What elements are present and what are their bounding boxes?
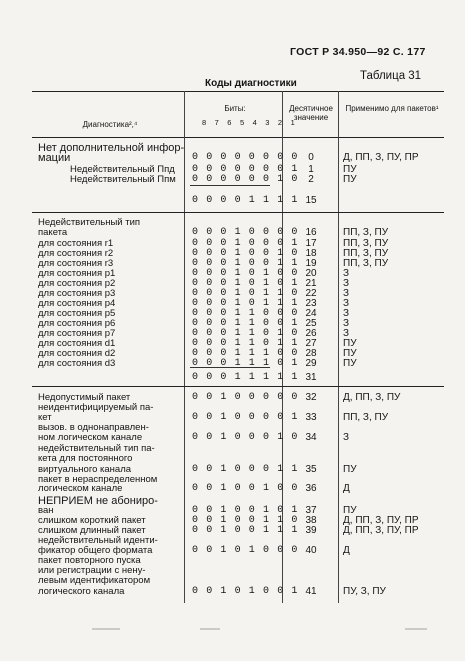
decimal-cell: 18 <box>305 248 317 259</box>
applicability-cell: З <box>343 298 350 309</box>
bits-cell: 0 0 0 1 0 1 0 0 <box>192 268 299 279</box>
print-mark <box>200 628 220 630</box>
diagnostic-cell: кет <box>38 412 52 423</box>
diagnostic-cell: левым идентификатором <box>38 575 151 586</box>
bits-cell: 0 0 1 0 1 0 0 0 <box>192 545 299 556</box>
applicability-cell: З <box>343 288 350 299</box>
table-title: Коды диагностики <box>205 78 297 89</box>
applicability-cell: З <box>343 318 350 329</box>
diagnostic-cell: для состояния p5 <box>38 308 116 319</box>
diagnostic-cell: ном логическом канале <box>38 432 143 443</box>
diagnostic-cell: для состояния p4 <box>38 298 116 309</box>
diagnostic-cell: для состояния d1 <box>38 338 116 349</box>
decimal-cell: 29 <box>305 358 317 369</box>
table-row <box>0 576 465 586</box>
diagnostic-cell: вызов. в однонаправлен- <box>38 422 149 433</box>
decimal-cell: 21 <box>305 278 317 289</box>
table-row <box>0 359 465 369</box>
diagnostic-cell: мации <box>38 152 71 164</box>
diagnostic-cell: Нет дополнительной инфор- <box>38 142 185 154</box>
bits-cell: 0 0 0 1 0 0 1 0 <box>192 248 299 259</box>
table-row <box>0 484 465 494</box>
applicability-cell: З <box>343 278 350 289</box>
decimal-cell: 33 <box>305 412 317 423</box>
decimal-cell: 2 <box>308 174 314 185</box>
applicability-cell: ПП, З, ПУ <box>343 227 389 238</box>
applicability-cell: З <box>343 432 350 443</box>
diagnostic-cell: пакета <box>38 227 68 238</box>
diagnostic-cell: слишком длинный пакет <box>38 525 146 536</box>
applicability-cell: Д, ПП, З, ПУ, ПР <box>343 152 419 163</box>
column-header-decimal: Десятичное значение <box>289 104 333 122</box>
diagnostic-cell: для состояния d3 <box>38 358 116 369</box>
applicability-cell: З <box>343 308 350 319</box>
decimal-cell: 23 <box>305 298 317 309</box>
bits-cell: 0 0 1 0 0 1 0 0 <box>192 483 299 494</box>
decimal-cell: 40 <box>305 545 317 556</box>
diagnostic-cell: для состояния r3 <box>38 258 114 269</box>
section-rule <box>32 212 444 213</box>
diagnostic-cell: неидентифицируемый па- <box>38 402 154 413</box>
applicability-cell: Д, ПП, З, ПУ, ПР <box>343 515 419 526</box>
decimal-cell: 20 <box>305 268 317 279</box>
bits-cell: 0 0 0 1 0 1 1 0 <box>192 288 299 299</box>
decimal-cell: 35 <box>305 464 317 475</box>
bits-cell: 0 0 1 0 0 1 1 1 <box>192 525 299 536</box>
decimal-cell: 16 <box>305 227 317 238</box>
bits-digit-labels: 8 7 6 5 4 3 2 1 <box>202 118 298 127</box>
page-reference: ГОСТ Р 34.950—92 С. 177 <box>290 46 426 58</box>
bits-cell: 0 0 0 1 0 0 0 1 <box>192 238 299 249</box>
table-row <box>0 433 465 443</box>
diagnostic-cell: или регистрации с нену- <box>38 565 146 576</box>
print-mark <box>92 628 120 630</box>
diagnostic-cell: фикатор общего формата <box>38 545 153 556</box>
decimal-cell: 22 <box>305 288 317 299</box>
decimal-cell: 36 <box>305 483 317 494</box>
decimal-cell: 27 <box>305 338 317 349</box>
decimal-cell: 34 <box>305 432 317 443</box>
table-row <box>0 454 465 464</box>
applicability-cell: ПУ <box>343 358 357 369</box>
applicability-cell: ПУ <box>343 505 357 516</box>
decimal-cell: 24 <box>305 308 317 319</box>
print-mark <box>405 628 427 630</box>
bits-cell: 0 0 0 0 0 0 1 0 <box>192 174 299 185</box>
diagnostic-cell: НЕПРИЕМ не абониро- <box>38 495 158 507</box>
bits-cell: 0 0 0 1 1 1 0 1 <box>192 358 299 369</box>
decimal-cell: 19 <box>305 258 317 269</box>
bits-cell: 0 0 1 0 0 0 0 1 <box>192 412 299 423</box>
diagnostic-cell: Недействительный тип <box>38 217 141 228</box>
column-header-bits: Биты: <box>224 104 246 113</box>
decimal-cell: 37 <box>305 505 317 516</box>
decimal-cell: 26 <box>305 328 317 339</box>
bits-cell: 0 0 0 1 1 0 0 0 <box>192 308 299 319</box>
diagnostic-cell: Недействительный Ппд <box>70 164 175 175</box>
decimal-cell: 25 <box>305 318 317 329</box>
table-row <box>0 153 465 163</box>
applicability-cell: Д <box>343 545 350 556</box>
bits-cell: 0 0 0 1 1 0 0 1 <box>192 318 299 329</box>
diagnostic-cell: для состояния r2 <box>38 248 114 259</box>
bits-cell: 0 0 0 1 1 0 1 1 <box>192 338 299 349</box>
decimal-cell: 1 <box>308 164 314 175</box>
diagnostic-cell: пакет в нераспределенном <box>38 474 158 485</box>
bits-cell: 0 0 0 1 0 0 1 1 <box>192 258 299 269</box>
table-row <box>0 228 465 238</box>
decimal-cell: 28 <box>305 348 317 359</box>
diagnostic-cell: для состояния r1 <box>38 238 114 249</box>
diagnostic-cell: кета для постоянного <box>38 453 133 464</box>
applicability-cell: ПП, З, ПУ <box>343 238 389 249</box>
bits-cell: 0 0 0 0 0 0 0 1 <box>192 164 299 175</box>
bits-cell: 0 0 1 0 0 0 1 0 <box>192 432 299 443</box>
column-header-diagnostic: Диагностика²,⁴ <box>82 120 138 129</box>
table-row <box>0 587 465 597</box>
diagnostic-cell: слишком короткий пакет <box>38 515 146 526</box>
applicability-cell: ПУ <box>343 338 357 349</box>
column-header-note: Применимо для пакетов¹ <box>345 104 439 113</box>
diagnostic-cell: виртуального канала <box>38 464 132 475</box>
bits-cell: 0 0 0 0 0 0 0 0 <box>192 152 299 163</box>
diagnostic-cell: недействительный иденти- <box>38 535 158 546</box>
applicability-cell: Д, ПП, З, ПУ <box>343 392 401 403</box>
diagnostic-cell: Недопустимый пакет <box>38 392 131 403</box>
table-top-rule <box>32 91 444 92</box>
applicability-cell: ПП, З, ПУ <box>343 258 389 269</box>
diagnostic-cell: для состояния p1 <box>38 268 116 279</box>
decimal-cell: 31 <box>305 372 317 383</box>
bits-cell: 0 0 0 1 1 0 1 0 <box>192 328 299 339</box>
bits-cell: 0 0 0 1 0 0 0 0 <box>192 227 299 238</box>
table-label: Таблица 31 <box>360 70 422 82</box>
bits-cell: 0 0 1 0 0 1 1 0 <box>192 515 299 526</box>
bits-cell: 0 0 0 1 0 1 0 1 <box>192 278 299 289</box>
bits-cell: 0 0 1 0 0 0 0 0 <box>192 392 299 403</box>
diagnostic-cell: недействительный тип па- <box>38 443 155 454</box>
decimal-cell: 38 <box>305 515 317 526</box>
bits-cell: 0 0 0 0 1 1 1 1 <box>192 195 299 206</box>
bits-separator <box>190 185 270 186</box>
decimal-cell: 41 <box>305 586 317 597</box>
applicability-cell: Д, ПП, З, ПУ, ПР <box>343 525 419 536</box>
decimal-cell: 39 <box>305 525 317 536</box>
section-rule <box>32 386 444 387</box>
applicability-cell: ПП, З, ПУ <box>343 412 389 423</box>
diagnostic-cell: для состояния p2 <box>38 278 116 289</box>
decimal-cell: 0 <box>308 152 314 163</box>
applicability-cell: З <box>343 328 350 339</box>
header-bottom-rule <box>32 137 444 138</box>
diagnostic-cell: ван <box>38 505 54 516</box>
table-row <box>0 175 465 185</box>
applicability-cell: ПУ <box>343 464 357 475</box>
applicability-cell: ПУ <box>343 348 357 359</box>
applicability-cell: ПП, З, ПУ <box>343 248 389 259</box>
diagnostic-cell: Недействительный Ппм <box>70 174 176 185</box>
diagnostic-cell: для состояния p3 <box>38 288 116 299</box>
diagnostic-cell: для состояния p7 <box>38 328 116 339</box>
bits-cell: 0 0 0 1 0 1 1 1 <box>192 298 299 309</box>
bits-cell: 0 0 1 0 0 0 1 1 <box>192 464 299 475</box>
table-row <box>0 196 465 206</box>
applicability-cell: ПУ <box>343 164 357 175</box>
diagnostic-cell: для состояния d2 <box>38 348 116 359</box>
diagnostic-cell: логического канала <box>38 586 125 597</box>
applicability-cell: ПУ <box>343 174 357 185</box>
diagnostic-cell: для состояния p6 <box>38 318 116 329</box>
applicability-cell: З <box>343 268 350 279</box>
diagnostic-cell: логическом канале <box>38 483 123 494</box>
bits-cell: 0 0 0 1 1 1 0 0 <box>192 348 299 359</box>
diagnostic-cell: пакет повторного пуска <box>38 555 141 566</box>
applicability-cell: ПУ, З, ПУ <box>343 586 386 597</box>
decimal-cell: 32 <box>305 392 317 403</box>
decimal-cell: 17 <box>305 238 317 249</box>
bits-cell: 0 0 0 1 1 1 1 1 <box>192 372 299 383</box>
decimal-cell: 15 <box>305 195 317 206</box>
bits-cell: 0 0 1 0 0 1 0 1 <box>192 505 299 516</box>
applicability-cell: Д <box>343 483 350 494</box>
table-row <box>0 373 465 383</box>
bits-cell: 0 0 1 0 1 0 0 1 <box>192 586 299 597</box>
